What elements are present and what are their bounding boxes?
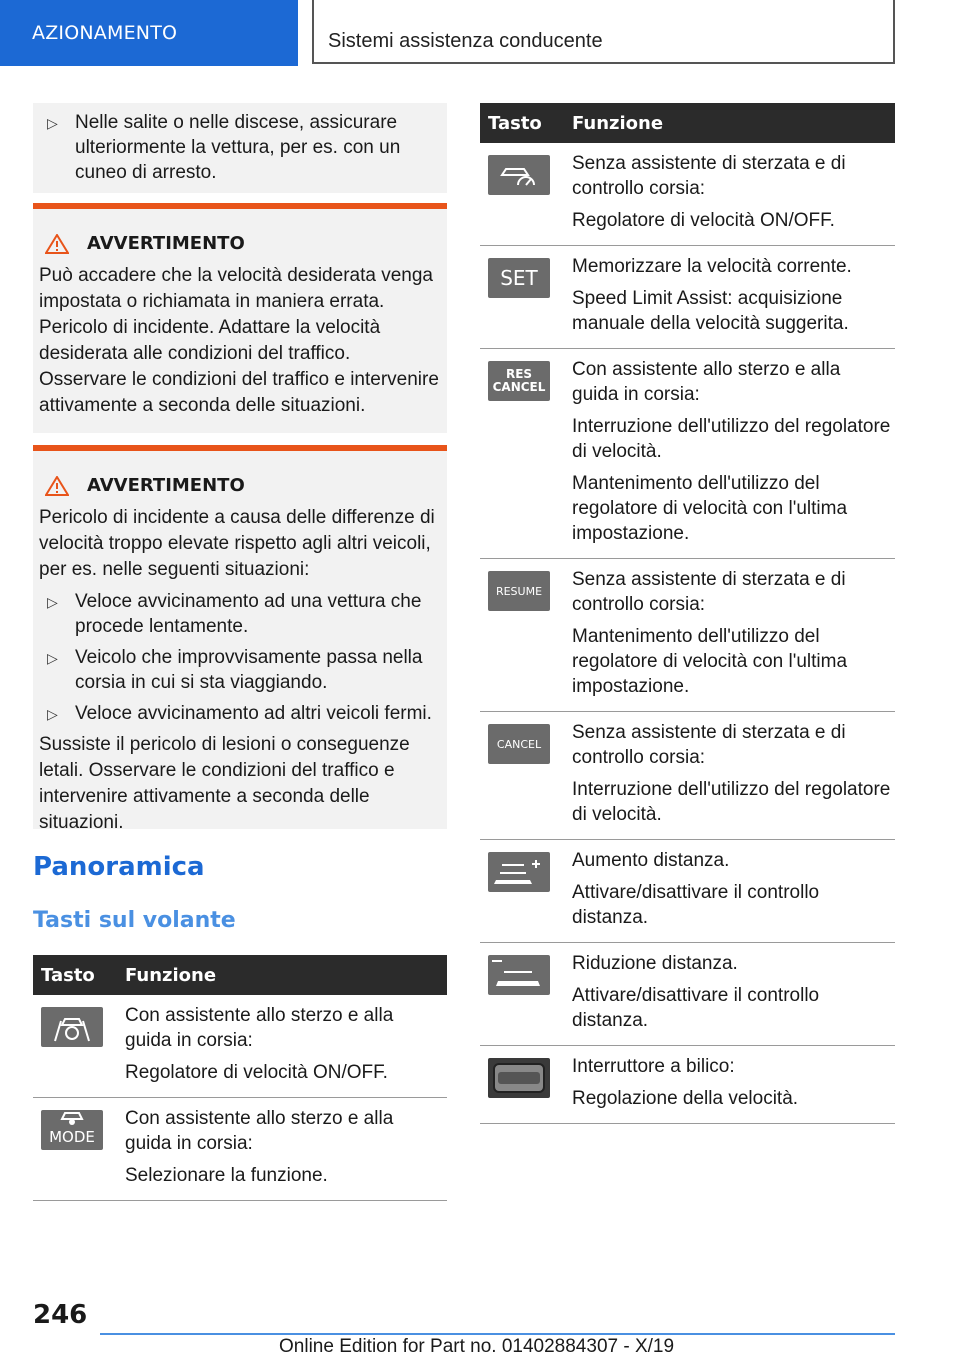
list-item-text: Nelle salite o nelle discese, assicurare ulteriormente la vettura, per es. con un cuneo di arresto. xyxy=(75,112,401,183)
subsection-heading: Tasti sul volante xyxy=(33,908,236,933)
triangle-bullet-icon: ▷ xyxy=(47,594,58,610)
column-header: Tasto xyxy=(33,955,117,995)
function-text: Attivare/disattivare il controllo distanza. xyxy=(572,882,820,928)
warning-triangle-icon xyxy=(45,234,69,254)
table-row xyxy=(480,559,895,712)
function-text: Memorizzare la velocità corrente. xyxy=(572,256,852,277)
set-key-icon xyxy=(488,258,550,298)
warning-outro: Sussiste il pericolo di lesioni o conseguenze letali. Osservare le condizioni del traffico e intervenire attivamente a seconda delle situazioni. xyxy=(39,734,410,833)
function-text: Con assistente allo sterzo e alla guida in corsia: xyxy=(125,1005,394,1051)
warning-text: Può accadere che la velocità desiderata venga impostata o richiamata in maniera errata. Pericolo di incidente. Adattare la velocità desiderata alle condizioni del traffico. Osservare le condizioni del traffico e intervenire attivamente a seconda delle situazioni. xyxy=(39,265,439,416)
table-header xyxy=(480,103,895,143)
cruise-control-icon xyxy=(488,155,550,195)
triangle-bullet-icon: ▷ xyxy=(47,706,58,722)
table-header xyxy=(33,955,447,995)
section-tab: AZIONAMENTO xyxy=(0,0,298,66)
distance-plus-icon xyxy=(488,852,550,892)
function-text: Interruttore a bilico: xyxy=(572,1056,735,1077)
warning-title-text: AVVERTIMENTO xyxy=(87,475,245,496)
list-item xyxy=(33,110,447,185)
key-label: RES xyxy=(505,367,533,381)
function-text: Interruzione dell'utilizzo del regolatore di velocità. xyxy=(572,416,891,462)
page-number: 246 xyxy=(33,1300,88,1330)
function-text: Regolatore di velocità ON/OFF. xyxy=(572,210,835,231)
function-text: Riduzione distanza. xyxy=(572,953,738,974)
key-label: RESUME xyxy=(495,584,543,598)
steering-keys-table-right xyxy=(480,103,895,1124)
column-header: Funzione xyxy=(564,103,895,143)
warning-box-speed xyxy=(33,203,447,433)
footer-divider xyxy=(100,1333,895,1335)
key-label: CANCEL xyxy=(492,380,546,394)
steering-assist-icon xyxy=(41,1007,103,1047)
chapter-title-text: Sistemi assistenza conducente xyxy=(328,30,603,52)
function-text: Mantenimento dell'utilizzo del regolatore di velocità con l'ultima impostazione. xyxy=(572,626,848,697)
function-text: Attivare/disattivare il controllo distanza. xyxy=(572,985,820,1031)
function-text: Selezionare la funzione. xyxy=(125,1165,328,1186)
function-text: Regolatore di velocità ON/OFF. xyxy=(125,1062,388,1083)
function-text: Aumento distanza. xyxy=(572,850,730,871)
list-item-text: Veicolo che improvvisamente passa nella corsia in cui si sta viaggiando. xyxy=(75,647,423,693)
chapter-title xyxy=(312,0,895,64)
table-row xyxy=(480,943,895,1046)
table-row xyxy=(480,840,895,943)
mode-key-icon xyxy=(41,1110,103,1150)
table-row xyxy=(33,1098,447,1201)
warning-title xyxy=(45,231,439,257)
triangle-bullet-icon: ▷ xyxy=(47,115,58,131)
key-label: MODE xyxy=(49,1127,95,1146)
function-text: Con assistente allo sterzo e alla guida in corsia: xyxy=(572,359,841,405)
function-text: Con assistente allo sterzo e alla guida in corsia: xyxy=(125,1108,394,1154)
column-header: Tasto xyxy=(480,103,564,143)
table-row xyxy=(33,995,447,1098)
resume-key-icon xyxy=(488,571,550,611)
table-row xyxy=(480,1046,895,1124)
warning-title xyxy=(45,473,439,499)
key-label: SET xyxy=(500,265,538,290)
warning-title-text: AVVERTIMENTO xyxy=(87,233,245,254)
section-heading: Panoramica xyxy=(33,852,205,882)
list-item xyxy=(33,589,439,639)
function-text: Interruzione dell'utilizzo del regolatore di velocità. xyxy=(572,779,891,825)
function-text: Senza assistente di sterzata e di controllo corsia: xyxy=(572,569,846,615)
list-item-text: Veloce avvicinamento ad altri veicoli fermi. xyxy=(75,703,432,724)
table-row xyxy=(480,349,895,559)
function-text: Speed Limit Assist: acquisizione manuale della velocità suggerita. xyxy=(572,288,849,334)
list-item-text: Veloce avvicinamento ad una vettura che procede lentamente. xyxy=(75,591,422,637)
table-row xyxy=(480,246,895,349)
distance-minus-icon xyxy=(488,955,550,995)
table-row xyxy=(480,143,895,246)
function-text: Regolazione della velocità. xyxy=(572,1088,799,1109)
function-text: Mantenimento dell'utilizzo del regolatore di velocità con l'ultima impostazione. xyxy=(572,473,848,544)
table-row xyxy=(480,712,895,840)
steering-keys-table-left xyxy=(33,955,447,1201)
triangle-bullet-icon: ▷ xyxy=(47,650,58,666)
slope-note xyxy=(33,103,447,193)
column-header: Funzione xyxy=(117,955,447,995)
warning-triangle-icon xyxy=(45,476,69,496)
warning-intro: Pericolo di incidente a causa delle differenze di velocità troppo elevate rispetto agli altri veicoli, per es. nelle seguenti situazioni: xyxy=(39,507,435,580)
key-label: CANCEL xyxy=(496,737,542,751)
res-cancel-key-icon xyxy=(488,361,550,401)
list-item xyxy=(33,645,439,695)
cancel-key-icon xyxy=(488,724,550,764)
warning-box-differences xyxy=(33,445,447,833)
function-text: Senza assistente di sterzata e di controllo corsia: xyxy=(572,722,846,768)
rocker-switch-icon xyxy=(488,1058,550,1098)
function-text: Senza assistente di sterzata e di controllo corsia: xyxy=(572,153,846,199)
list-item xyxy=(33,701,439,726)
edition-note: Online Edition for Part no. 01402884307 - X/19 xyxy=(279,1336,675,1357)
